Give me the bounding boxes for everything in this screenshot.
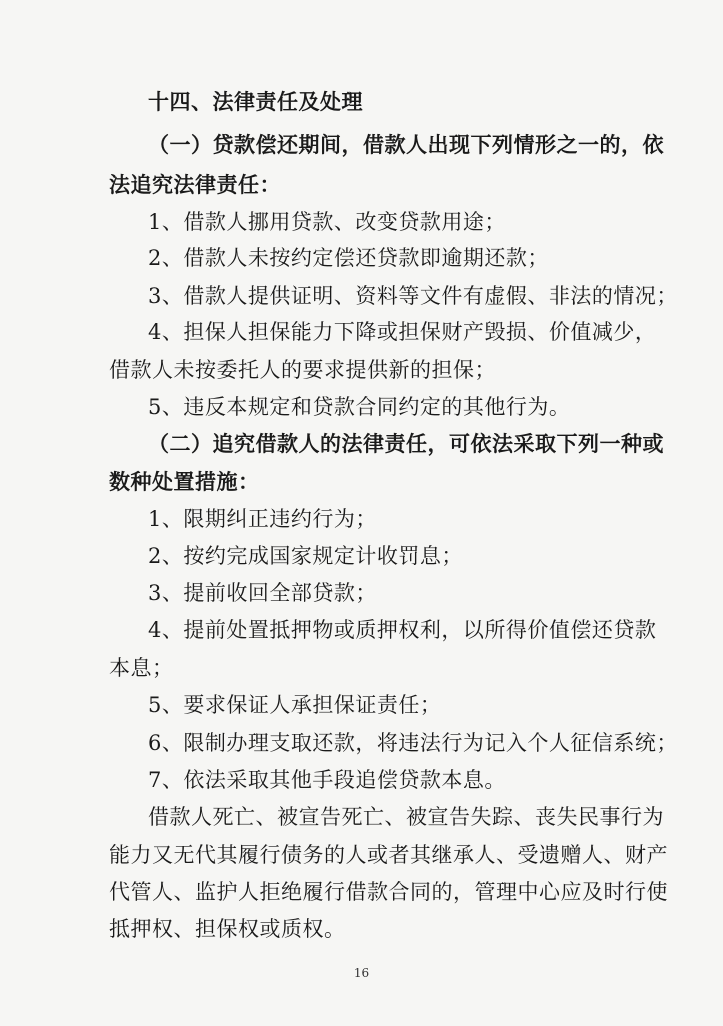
section2-item: 1、限期纠正违约行为； [148,507,377,531]
section2-item: 4、提前处置抵押物或质押权利，以所得价值偿还贷款 [148,618,657,642]
closing-paragraph-line: 能力又无代其履行债务的人或者其继承人、受遗赠人、财产 [109,843,668,867]
closing-paragraph-line: 抵押权、担保权或质权。 [109,917,346,941]
closing-paragraph-line: 借款人死亡、被宣告死亡、被宣告失踪、丧失民事行为 [148,805,664,829]
section1-title-line2: 法追究法律责任： [109,172,281,197]
section1-item: 5、违反本规定和贷款合同约定的其他行为。 [148,395,571,419]
page-number: 16 [353,966,370,980]
section1-item-continuation: 借款人未按委托人的要求提供新的担保； [109,358,496,382]
section2-item-continuation: 本息； [109,656,174,680]
section-heading: 十四、法律责任及处理 [148,89,363,114]
section2-item: 5、要求保证人承担保证责任； [148,693,442,717]
section2-title-line2: 数种处置措施： [109,469,260,494]
section1-item: 2、借款人未按约定偿还贷款即逾期还款； [148,246,549,270]
section2-item: 2、按约完成国家规定计收罚息； [148,544,463,568]
section2-item: 7、依法采取其他手段追偿贷款本息。 [148,768,506,792]
section1-item: 3、借款人提供证明、资料等文件有虚假、非法的情况； [148,284,678,308]
section2-title-line1: （二）追究借款人的法律责任，可依法采取下列一种或 [148,431,664,456]
section1-item: 4、担保人担保能力下降或担保财产毁损、价值减少， [148,320,657,344]
section2-item: 3、提前收回全部贷款； [148,581,377,605]
closing-paragraph-line: 代管人、监护人拒绝履行借款合同的，管理中心应及时行使 [109,880,668,904]
section2-item: 6、限制办理支取还款，将违法行为记入个人征信系统； [148,731,678,755]
section1-title-line1: （一）贷款偿还期间，借款人出现下列情形之一的，依 [148,132,664,157]
section1-item: 1、借款人挪用贷款、改变贷款用途； [148,210,506,234]
